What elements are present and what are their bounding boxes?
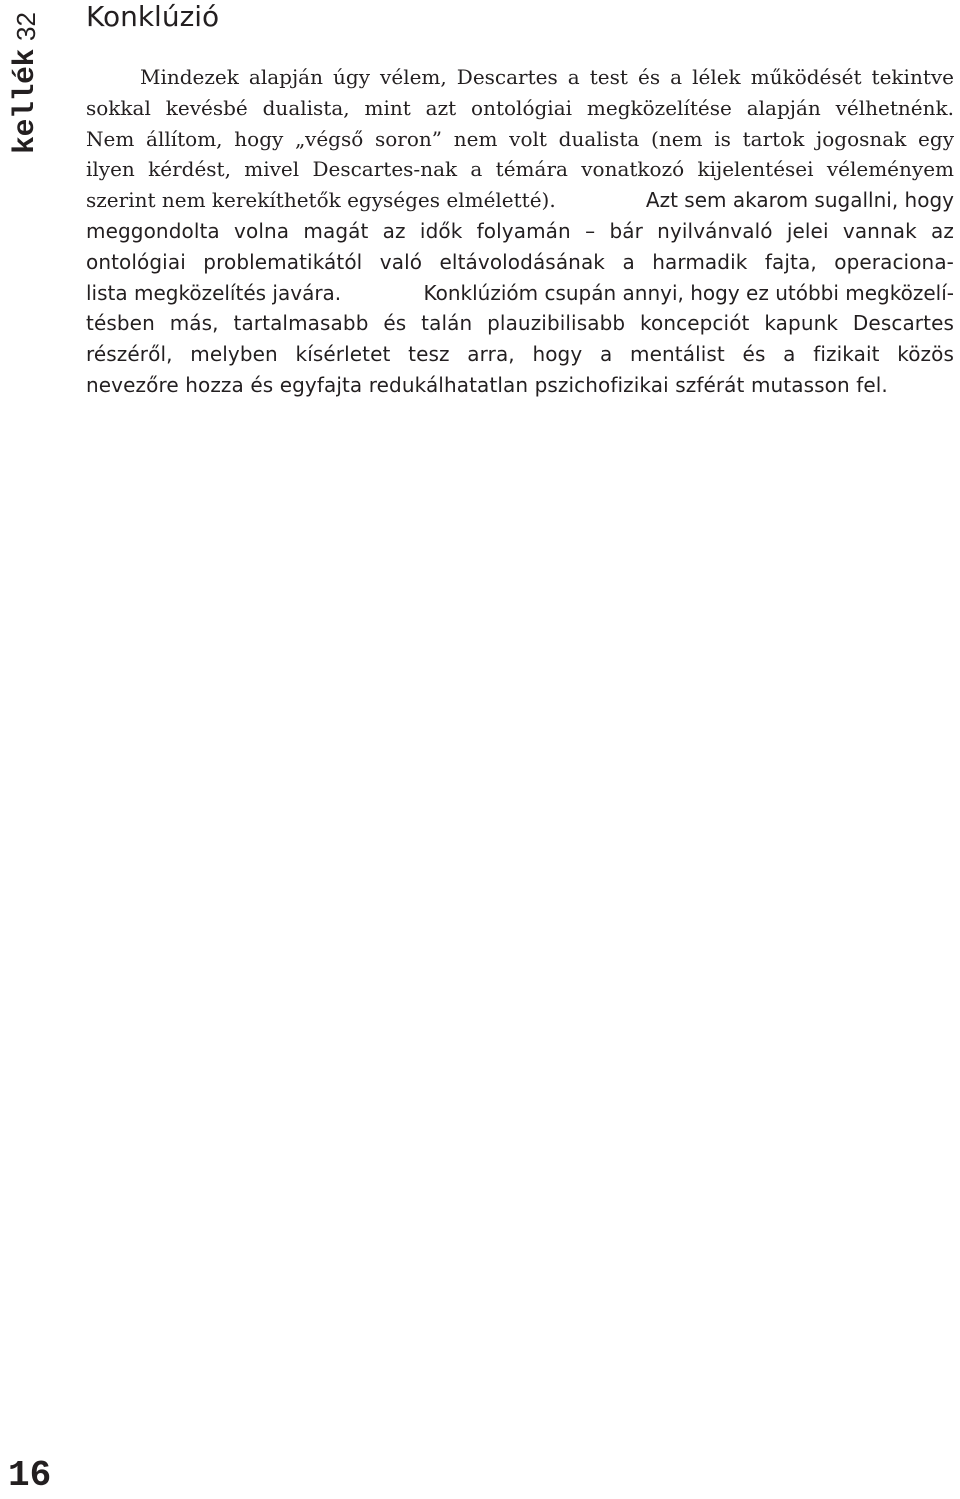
section-title: Konklúzió xyxy=(86,0,220,33)
text-line xyxy=(86,185,954,216)
text-line: Mindezek alapján úgy vélem, Descartes a test és a lélek működését tekintve xyxy=(140,65,954,89)
journal-running-head xyxy=(6,4,46,154)
text-line: Nem állítom, hogy „végső soron” nem volt dualista (nem is tartok jogosnak egy xyxy=(86,126,954,151)
issue-number: 32 xyxy=(10,12,41,41)
body-paragraph xyxy=(86,62,954,401)
text-line: nevezőre hozza és egyfajta redukálhatatlan pszichofizikai szférát mutasson fel. xyxy=(86,372,888,397)
text-line xyxy=(86,278,954,309)
text-line: meggondolta volna magát az idők folyamán – bár nyilvánvaló jelei vannak az xyxy=(86,218,954,243)
journal-name: kellék xyxy=(9,48,43,154)
text-line: ontológiai problematikától való eltávolodásának a harmadik fajta, operaciona- xyxy=(86,249,954,274)
text-line-segment: Azt sem akarom sugallni, hogy xyxy=(645,188,954,213)
text-line: sokkal kevésbé dualista, mint azt ontológiai megközelítése alapján vélhetnénk. xyxy=(86,95,954,120)
text-line-segment: Konklúzióm csupán annyi, hogy ez utóbbi megközelí- xyxy=(423,280,954,305)
text-line: részéről, melyben kísérletet tesz arra, hogy a mentálist és a fizikait közös xyxy=(86,342,954,367)
running-head-label xyxy=(6,4,46,154)
text-line: ilyen kérdést, mivel Descartes-nak a témára vonatkozó kijelentései véleményem xyxy=(86,157,954,182)
text-line-segment: lista megközelítés javára. xyxy=(86,280,342,305)
text-line: tésben más, tartalmasabb és talán plauzibilisabb koncepciót kapunk Descartes xyxy=(86,311,954,336)
text-line-segment: szerint nem kerekíthetők egységes elméletté). xyxy=(86,188,556,213)
page-number: 16 xyxy=(8,1455,52,1496)
